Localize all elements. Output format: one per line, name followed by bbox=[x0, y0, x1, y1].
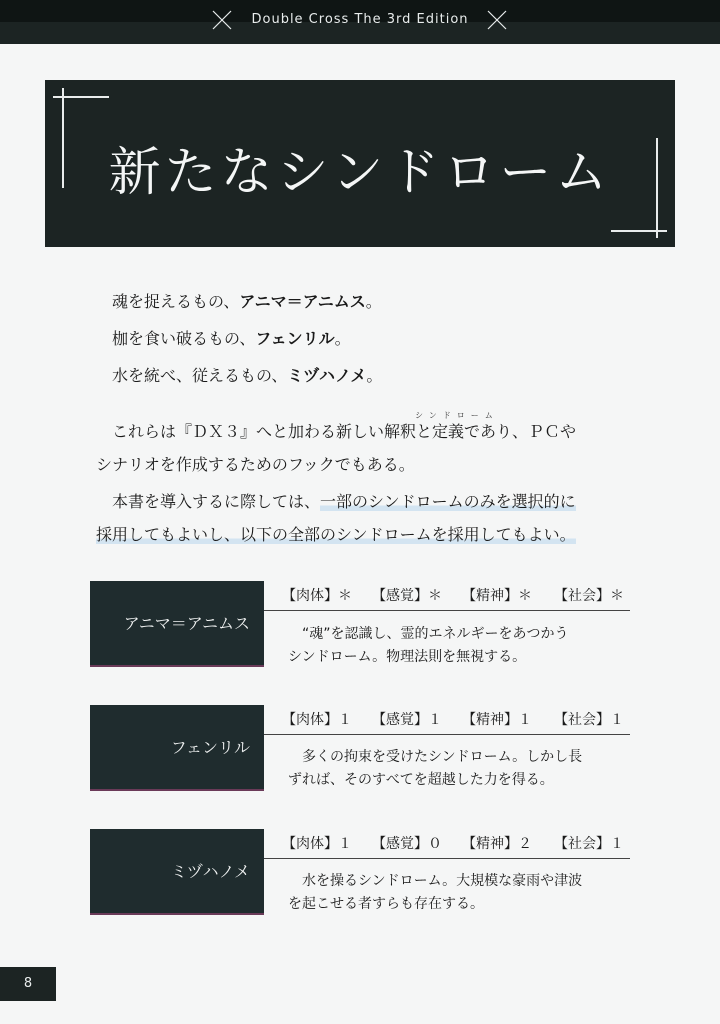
highlighted-text: 採用してもよいし、以下の全部のシンドロームを採用してもよい。 bbox=[96, 525, 576, 544]
syndrome-name-bold: フェンリル bbox=[255, 329, 335, 348]
syndrome-label: ミヅハノメ bbox=[90, 829, 264, 915]
corner-line-bottom-h bbox=[611, 230, 667, 232]
header-title: Double Cross The 3rd Edition bbox=[251, 12, 469, 27]
syndrome-description: “魂”を認識し、霊的エネルギーをあつかう シンドローム。物理法則を無視する。 bbox=[288, 626, 569, 665]
highlighted-text: 一部のシンドロームのみを選択的に bbox=[320, 492, 576, 511]
syndrome-name-bold: アニマ＝アニムス bbox=[239, 292, 366, 311]
syndrome-name-bold: ミヅハノメ bbox=[287, 366, 367, 385]
stat-mind: 【精神】１ bbox=[462, 712, 532, 728]
stats-row bbox=[264, 704, 630, 735]
syndrome-label: アニマ＝アニムス bbox=[90, 581, 264, 667]
corner-line-bottom-v bbox=[656, 138, 658, 238]
title-block bbox=[45, 80, 675, 247]
stat-sense: 【感覚】０ bbox=[372, 836, 442, 852]
intro-line-1: 魂を捉えるもの、アニマ＝アニムス。 bbox=[112, 292, 382, 311]
syndrome-description: 多くの拘束を受けたシンドローム。しかし長 ずれば、そのすべてを超越した力を得る。 bbox=[288, 749, 583, 788]
cross-icon-right bbox=[486, 9, 508, 31]
paragraph-2-line-2 bbox=[96, 522, 576, 545]
paragraph-1-line-1: これらは『ＤＸ３』へと加わる新しい解釈と定義であり、ＰＣや bbox=[96, 422, 577, 441]
stat-sense: 【感覚】＊ bbox=[372, 588, 442, 604]
ruby-annotation: シンドローム bbox=[415, 411, 499, 420]
stat-social: 【社会】１ bbox=[554, 836, 624, 852]
stats-row bbox=[264, 828, 630, 859]
page-title: 新たなシンドローム bbox=[108, 143, 612, 203]
stat-mind: 【精神】２ bbox=[462, 836, 532, 852]
page-number: 8 bbox=[0, 967, 56, 1001]
stat-mind: 【精神】＊ bbox=[462, 588, 532, 604]
stat-body: 【肉体】＊ bbox=[282, 588, 352, 604]
stat-body: 【肉体】１ bbox=[282, 836, 352, 852]
syndrome-label: フェンリル bbox=[90, 705, 264, 791]
stats-row bbox=[264, 580, 630, 611]
paragraph-1-line-2: シナリオを作成するためのフックでもある。 bbox=[96, 455, 415, 474]
paragraph-2-line-1: 本書を導入するに際しては、一部のシンドロームのみを選択的に bbox=[96, 492, 576, 511]
stat-social: 【社会】１ bbox=[554, 712, 624, 728]
stat-sense: 【感覚】１ bbox=[372, 712, 442, 728]
intro-line-2: 枷を食い破るもの、フェンリル。 bbox=[112, 329, 351, 348]
syndrome-description: 水を操るシンドローム。大規模な豪雨や津波 を起こせる者すらも存在する。 bbox=[288, 873, 583, 912]
stat-body: 【肉体】１ bbox=[282, 712, 352, 728]
stat-social: 【社会】＊ bbox=[554, 588, 624, 604]
intro-line-3: 水を統べ、従えるもの、ミヅハノメ。 bbox=[112, 366, 383, 385]
